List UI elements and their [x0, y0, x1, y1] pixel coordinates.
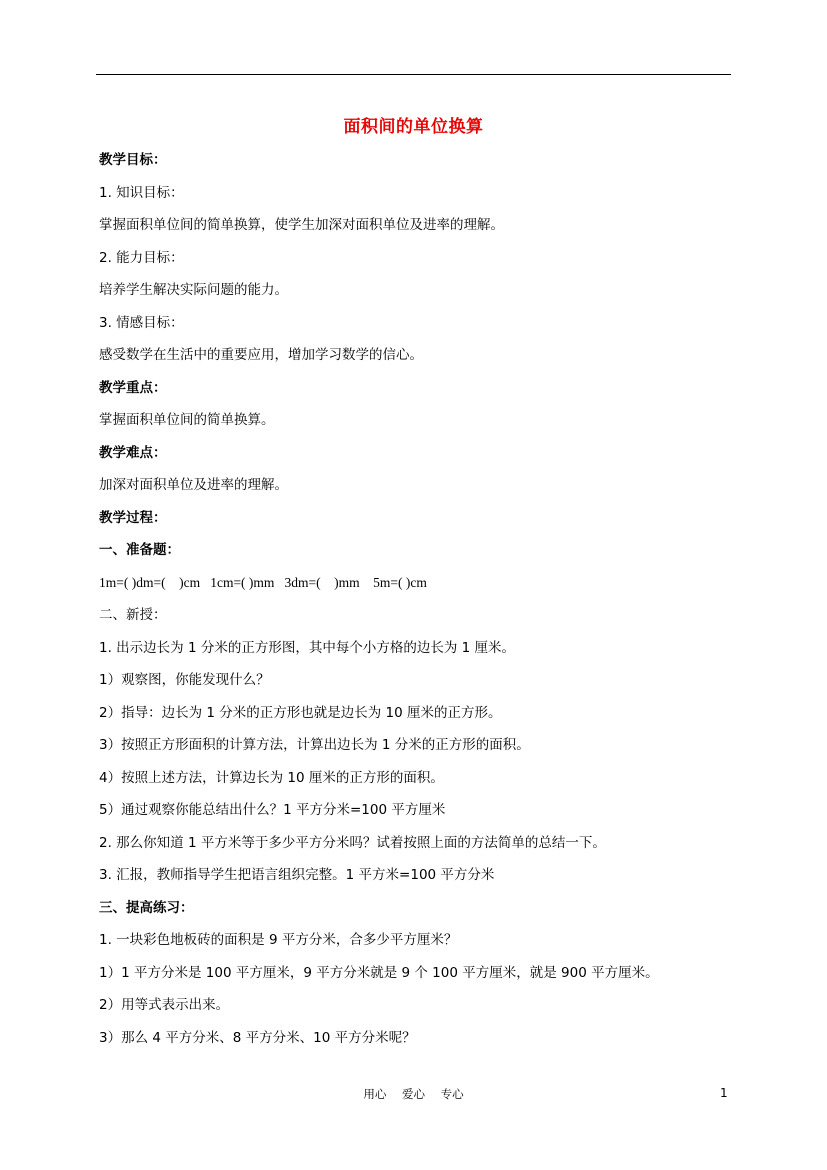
section-heading-process: 教学过程：	[99, 510, 167, 526]
paragraph: 3）按照正方形面积的计算方法，计算出边长为 1 分米的正方形的面积。	[99, 737, 530, 753]
footer-item: 爱心	[402, 1087, 425, 1101]
paragraph: 2. 那么你知道 1 平方米等于多少平方分米吗？试着按照上面的方法简单的总结一下。	[99, 835, 606, 851]
paragraph: 1）观察图，你能发现什么？	[99, 672, 270, 688]
header-rule	[96, 74, 731, 75]
footer-item: 用心	[363, 1087, 387, 1101]
paragraph: 2）指导：边长为 1 分米的正方形也就是边长为 10 厘米的正方形。	[99, 705, 502, 721]
paragraph: 掌握面积单位间的简单换算。	[99, 412, 275, 428]
paragraph: 3）那么 4 平方分米、8 平方分米、10 平方分米呢？	[99, 1030, 416, 1046]
paragraph: 感受数学在生活中的重要应用，增加学习数学的信心。	[99, 347, 423, 363]
paragraph: 掌握面积单位间的简单换算，使学生加深对面积单位及进率的理解。	[99, 217, 504, 233]
section-heading-key-points: 教学重点：	[99, 380, 167, 396]
paragraph: 3. 情感目标：	[99, 315, 184, 331]
paragraph: 1. 出示边长为 1 分米的正方形图，其中每个小方格的边长为 1 厘米。	[99, 640, 516, 656]
paragraph: 2）用等式表示出来。	[99, 997, 230, 1013]
document-title: 面积间的单位换算	[343, 117, 484, 137]
paragraph: 培养学生解决实际问题的能力。	[99, 282, 288, 298]
paragraph: 1. 一块彩色地板砖的面积是 9 平方分米，合多少平方厘米？	[99, 932, 458, 948]
footer-item: 专心	[440, 1087, 464, 1101]
page-footer	[0, 1086, 827, 1102]
paragraph: 加深对面积单位及进率的理解。	[99, 477, 288, 493]
paragraph: 4）按照上述方法，计算边长为 10 厘米的正方形的面积。	[99, 770, 444, 786]
paragraph: 二、新授：	[99, 607, 167, 623]
paragraph: 3. 汇报，教师指导学生把语言组织完整。1 平方米=100 平方分米	[99, 867, 495, 883]
section-heading-difficulties: 教学难点：	[99, 445, 167, 461]
paragraph: 1. 知识目标：	[99, 185, 184, 201]
section-heading-preparation: 一、准备题：	[99, 542, 180, 558]
paragraph: 1）1 平方分米是 100 平方厘米，9 平方分米就是 9 个 100 平方厘米，就是 900 平方厘米。	[99, 965, 659, 981]
section-heading-objectives: 教学目标：	[99, 152, 167, 168]
paragraph: 5）通过观察你能总结出什么？1 平方分米=100 平方厘米	[99, 802, 446, 818]
paragraph: 2. 能力目标：	[99, 250, 184, 266]
page-number: 1	[720, 1086, 728, 1100]
exercise-blanks: 1m=( )dm=( )cm 1cm=( )mm 3dm=( )mm 5m=( )cm	[99, 575, 427, 590]
section-heading-practice: 三、提高练习：	[99, 900, 194, 916]
